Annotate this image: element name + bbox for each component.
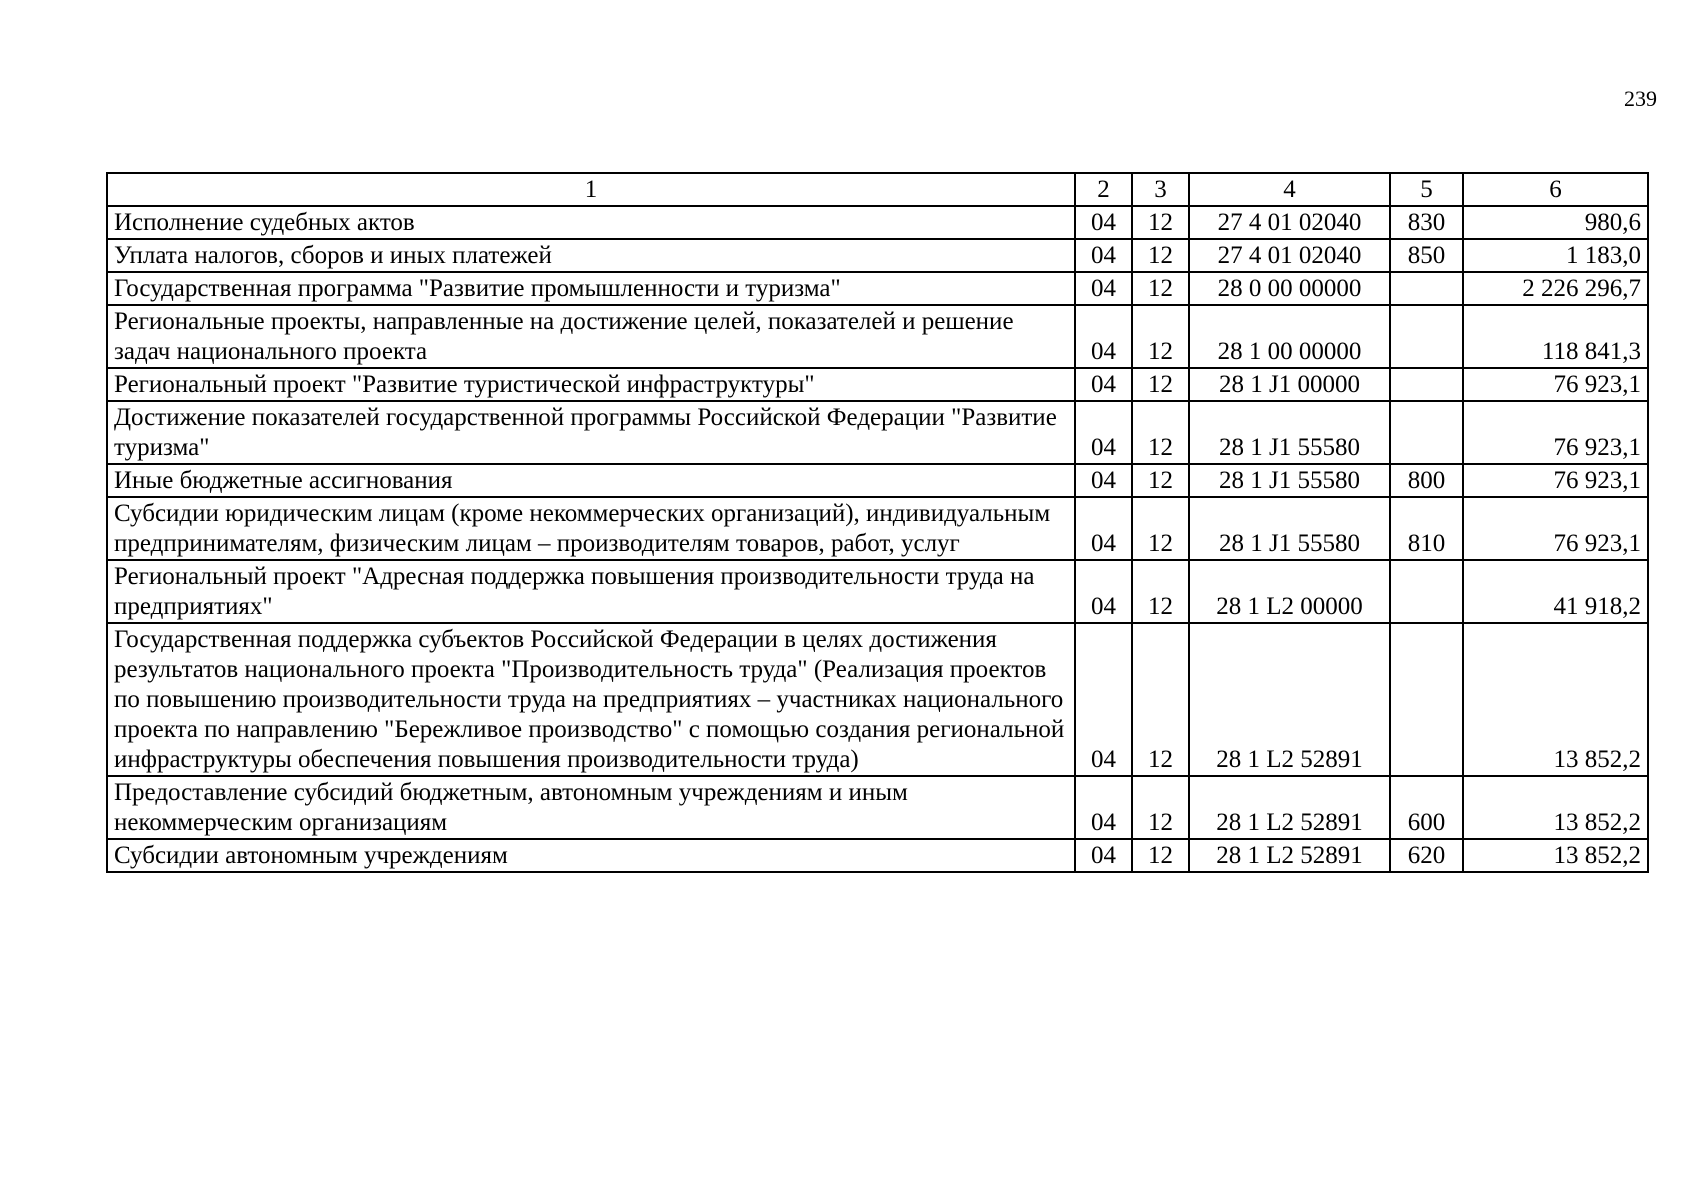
row-section-cell: 04 bbox=[1075, 776, 1132, 839]
row-expense-type-cell bbox=[1390, 305, 1463, 368]
row-subsection-cell: 12 bbox=[1132, 368, 1189, 401]
row-expense-type-cell: 850 bbox=[1390, 239, 1463, 272]
row-amount-cell: 76 923,1 bbox=[1463, 401, 1648, 464]
row-subsection-cell: 12 bbox=[1132, 560, 1189, 623]
row-name-cell: Региональный проект "Адресная поддержка повышения производительности труда на предприятиях" bbox=[107, 560, 1075, 623]
row-target-code-cell: 28 0 00 00000 bbox=[1189, 272, 1390, 305]
column-header-target-code: 4 bbox=[1189, 173, 1390, 206]
table-row bbox=[107, 623, 1648, 776]
row-subsection-cell: 12 bbox=[1132, 776, 1189, 839]
row-subsection-cell: 12 bbox=[1132, 464, 1189, 497]
row-subsection-cell: 12 bbox=[1132, 401, 1189, 464]
row-amount-cell: 2 226 296,7 bbox=[1463, 272, 1648, 305]
table-row bbox=[107, 839, 1648, 872]
table-row bbox=[107, 464, 1648, 497]
row-target-code-cell: 28 1 J1 55580 bbox=[1189, 464, 1390, 497]
row-target-code-cell: 28 1 J1 55580 bbox=[1189, 401, 1390, 464]
row-amount-cell: 118 841,3 bbox=[1463, 305, 1648, 368]
row-section-cell: 04 bbox=[1075, 839, 1132, 872]
row-target-code-cell: 28 1 L2 52891 bbox=[1189, 623, 1390, 776]
column-header-expense-type: 5 bbox=[1390, 173, 1463, 206]
table-row bbox=[107, 272, 1648, 305]
row-name-cell: Иные бюджетные ассигнования bbox=[107, 464, 1075, 497]
row-amount-cell: 76 923,1 bbox=[1463, 464, 1648, 497]
row-expense-type-cell: 810 bbox=[1390, 497, 1463, 560]
row-expense-type-cell: 800 bbox=[1390, 464, 1463, 497]
table-row bbox=[107, 560, 1648, 623]
row-amount-cell: 41 918,2 bbox=[1463, 560, 1648, 623]
row-expense-type-cell bbox=[1390, 368, 1463, 401]
table-row bbox=[107, 239, 1648, 272]
row-target-code-cell: 28 1 L2 52891 bbox=[1189, 839, 1390, 872]
row-expense-type-cell: 600 bbox=[1390, 776, 1463, 839]
row-target-code-cell: 28 1 L2 00000 bbox=[1189, 560, 1390, 623]
table-header-row bbox=[107, 173, 1648, 206]
table-row bbox=[107, 497, 1648, 560]
row-target-code-cell: 28 1 J1 55580 bbox=[1189, 497, 1390, 560]
row-name-cell: Региональный проект "Развитие туристической инфраструктуры" bbox=[107, 368, 1075, 401]
row-name-cell: Уплата налогов, сборов и иных платежей bbox=[107, 239, 1075, 272]
row-amount-cell: 13 852,2 bbox=[1463, 623, 1648, 776]
row-expense-type-cell bbox=[1390, 623, 1463, 776]
row-target-code-cell: 28 1 J1 00000 bbox=[1189, 368, 1390, 401]
row-subsection-cell: 12 bbox=[1132, 839, 1189, 872]
row-amount-cell: 76 923,1 bbox=[1463, 368, 1648, 401]
row-name-cell: Региональные проекты, направленные на достижение целей, показателей и решение задач национального проекта bbox=[107, 305, 1075, 368]
row-target-code-cell: 28 1 L2 52891 bbox=[1189, 776, 1390, 839]
row-subsection-cell: 12 bbox=[1132, 623, 1189, 776]
table-row bbox=[107, 206, 1648, 239]
row-section-cell: 04 bbox=[1075, 401, 1132, 464]
row-section-cell: 04 bbox=[1075, 305, 1132, 368]
row-target-code-cell: 27 4 01 02040 bbox=[1189, 206, 1390, 239]
row-expense-type-cell: 830 bbox=[1390, 206, 1463, 239]
row-subsection-cell: 12 bbox=[1132, 206, 1189, 239]
row-section-cell: 04 bbox=[1075, 560, 1132, 623]
table-row bbox=[107, 368, 1648, 401]
column-header-name: 1 bbox=[107, 173, 1075, 206]
row-section-cell: 04 bbox=[1075, 497, 1132, 560]
row-name-cell: Исполнение судебных актов bbox=[107, 206, 1075, 239]
row-expense-type-cell bbox=[1390, 272, 1463, 305]
page-number: 239 bbox=[1624, 86, 1657, 111]
row-target-code-cell: 27 4 01 02040 bbox=[1189, 239, 1390, 272]
row-section-cell: 04 bbox=[1075, 623, 1132, 776]
row-amount-cell: 13 852,2 bbox=[1463, 776, 1648, 839]
row-amount-cell: 13 852,2 bbox=[1463, 839, 1648, 872]
row-amount-cell: 76 923,1 bbox=[1463, 497, 1648, 560]
row-section-cell: 04 bbox=[1075, 368, 1132, 401]
row-amount-cell: 980,6 bbox=[1463, 206, 1648, 239]
column-header-amount: 6 bbox=[1463, 173, 1648, 206]
row-name-cell: Предоставление субсидий бюджетным, автономным учреждениям и иным некоммерческим организациям bbox=[107, 776, 1075, 839]
row-subsection-cell: 12 bbox=[1132, 305, 1189, 368]
row-name-cell: Государственная программа "Развитие промышленности и туризма" bbox=[107, 272, 1075, 305]
row-section-cell: 04 bbox=[1075, 464, 1132, 497]
table-row bbox=[107, 776, 1648, 839]
row-name-cell: Субсидии автономным учреждениям bbox=[107, 839, 1075, 872]
row-subsection-cell: 12 bbox=[1132, 272, 1189, 305]
column-header-subsection: 3 bbox=[1132, 173, 1189, 206]
row-subsection-cell: 12 bbox=[1132, 239, 1189, 272]
budget-table bbox=[106, 172, 1649, 873]
row-amount-cell: 1 183,0 bbox=[1463, 239, 1648, 272]
row-name-cell: Достижение показателей государственной программы Российской Федерации "Развитие туризма" bbox=[107, 401, 1075, 464]
row-section-cell: 04 bbox=[1075, 272, 1132, 305]
row-section-cell: 04 bbox=[1075, 239, 1132, 272]
column-header-section: 2 bbox=[1075, 173, 1132, 206]
row-expense-type-cell bbox=[1390, 401, 1463, 464]
row-name-cell: Государственная поддержка субъектов Российской Федерации в целях достижения результатов национального проекта "Производительность труда" (Реализация проектов по повышению производительности труда на предприятиях – участниках национального проекта по направлению "Бережливое производство" с помощью создания региональной инфраструктуры обеспечения повышения производительности труда) bbox=[107, 623, 1075, 776]
row-expense-type-cell: 620 bbox=[1390, 839, 1463, 872]
row-expense-type-cell bbox=[1390, 560, 1463, 623]
table-row bbox=[107, 401, 1648, 464]
row-target-code-cell: 28 1 00 00000 bbox=[1189, 305, 1390, 368]
row-section-cell: 04 bbox=[1075, 206, 1132, 239]
row-subsection-cell: 12 bbox=[1132, 497, 1189, 560]
table-row bbox=[107, 305, 1648, 368]
row-name-cell: Субсидии юридическим лицам (кроме некоммерческих организаций), индивидуальным предпринимателям, физическим лицам – производителям товаров, работ, услуг bbox=[107, 497, 1075, 560]
